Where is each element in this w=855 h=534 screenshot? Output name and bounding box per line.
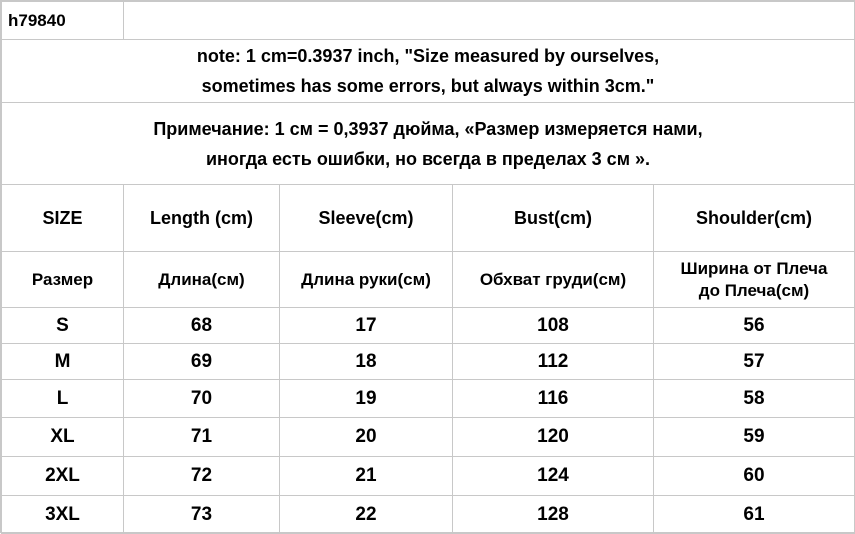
size-cell: 2XL	[2, 457, 124, 496]
sleeve-cell: 18	[280, 344, 453, 380]
size-table	[1, 1, 855, 534]
bust-cell: 120	[453, 418, 654, 457]
sleeve-cell: 19	[280, 380, 453, 418]
header-sleeve: Sleeve(cm)	[280, 185, 453, 252]
bust-cell: 112	[453, 344, 654, 380]
header-shoulder-ru-line-1: Ширина от Плеча	[680, 259, 828, 279]
sleeve-cell: 17	[280, 308, 453, 344]
note-russian-line-2: иногда есть ошибки, но всегда в пределах 3 см ».	[205, 148, 651, 169]
shoulder-cell: 59	[654, 418, 855, 457]
header-size-ru: Размер	[2, 252, 124, 308]
sleeve-cell: 20	[280, 418, 453, 457]
shoulder-cell: 61	[654, 496, 855, 534]
sleeve-cell: 22	[280, 496, 453, 534]
size-cell: L	[2, 380, 124, 418]
note-english-line-1: note: 1 cm=0.3937 inch, "Size measured by ourselves,	[196, 46, 660, 66]
header-shoulder-ru	[654, 252, 855, 308]
header-shoulder: Shoulder(cm)	[654, 185, 855, 252]
bust-cell: 108	[453, 308, 654, 344]
size-cell: XL	[2, 418, 124, 457]
length-cell: 70	[124, 380, 280, 418]
bust-cell: 116	[453, 380, 654, 418]
product-code: h79840	[2, 2, 124, 40]
header-length: Length (cm)	[124, 185, 280, 252]
code-row-empty	[124, 2, 855, 40]
length-cell: 72	[124, 457, 280, 496]
note-english-line-2: sometimes has some errors, but always within 3cm."	[201, 76, 655, 96]
shoulder-cell: 58	[654, 380, 855, 418]
table-row	[2, 344, 855, 380]
header-bust: Bust(cm)	[453, 185, 654, 252]
code-row	[2, 2, 855, 40]
note-en-row	[2, 40, 855, 103]
shoulder-cell: 57	[654, 344, 855, 380]
header-row-english	[2, 185, 855, 252]
header-shoulder-ru-line-2: до Плеча(см)	[698, 280, 810, 300]
length-cell: 71	[124, 418, 280, 457]
table-row	[2, 418, 855, 457]
header-bust-ru: Обхват груди(см)	[453, 252, 654, 308]
note-russian-line-1: Примечание: 1 см = 0,3937 дюйма, «Размер измеряется нами,	[153, 118, 703, 139]
table-row	[2, 457, 855, 496]
table-row	[2, 380, 855, 418]
table-row	[2, 496, 855, 534]
bust-cell: 124	[453, 457, 654, 496]
header-sleeve-ru: Длина руки(см)	[280, 252, 453, 308]
shoulder-cell: 56	[654, 308, 855, 344]
length-cell: 69	[124, 344, 280, 380]
length-cell: 73	[124, 496, 280, 534]
shoulder-cell: 60	[654, 457, 855, 496]
header-row-russian	[2, 252, 855, 308]
bust-cell: 128	[453, 496, 654, 534]
length-cell: 68	[124, 308, 280, 344]
sleeve-cell: 21	[280, 457, 453, 496]
size-cell: S	[2, 308, 124, 344]
note-ru-row	[2, 103, 855, 185]
note-russian	[2, 103, 855, 185]
header-size: SIZE	[2, 185, 124, 252]
header-length-ru: Длина(см)	[124, 252, 280, 308]
size-cell: M	[2, 344, 124, 380]
note-english	[2, 40, 855, 103]
table-row	[2, 308, 855, 344]
size-cell: 3XL	[2, 496, 124, 534]
